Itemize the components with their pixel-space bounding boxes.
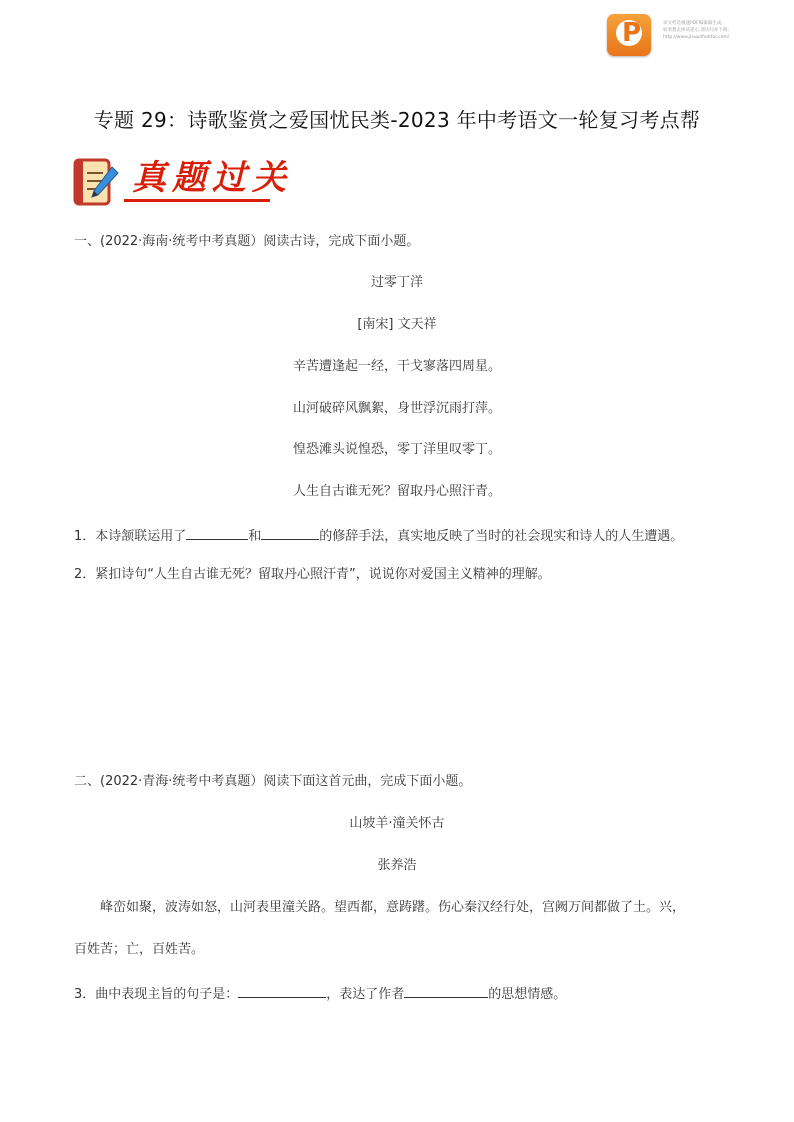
- answer-blank[interactable]: [186, 525, 248, 540]
- poem-2-body: 百姓苦；亡，百姓苦。: [74, 942, 205, 957]
- sub-question-3-text: ，表达了作者: [326, 987, 405, 1002]
- logo-letter: P: [622, 18, 642, 48]
- poem-2-author: 张养浩: [377, 858, 417, 873]
- page-title: 专题 29：诗歌鉴赏之爱国忧民类-2023 年中考语文一轮复习考点帮: [93, 108, 701, 132]
- poem-1-line: 山河破碎风飘絮，身世浮沉雨打萍。: [292, 401, 501, 416]
- watermark-text: [663, 20, 793, 41]
- poem-1-line: 惶恐滩头说惶恐，零丁洋里叹零丁。: [292, 442, 501, 457]
- pdf-editor-logo-icon: [607, 14, 651, 56]
- poem-1-line: 辛苦遭逢起一经，干戈寥落四周星。: [292, 359, 501, 374]
- sub-question-2: 2．紧扣诗句“人生自古谁无死？留取丹心照汗青”，说说你对爱国主义精神的理解。: [74, 567, 551, 582]
- sub-question-1: [74, 525, 683, 546]
- sub-question-1-text: 的修辞手法，真实地反映了当时的社会现实和诗人的人生遭遇。: [319, 529, 684, 544]
- sub-question-3-text: 的思想情感。: [488, 987, 567, 1002]
- poem-2-body: 峰峦如聚，波涛如怒，山河表里潼关路。望西都，意踌躇。伤心秦汉经行处，宫阙万间都做了土。兴，: [100, 900, 686, 915]
- answer-blank[interactable]: [261, 525, 319, 540]
- sub-question-3-text: 3．曲中表现主旨的句子是：: [74, 987, 239, 1002]
- poem-2-title: 山坡羊·潼关怀古: [349, 816, 445, 831]
- poem-1-title: 过零丁洋: [370, 275, 423, 290]
- question-2-intro: 二、(2022·青海·统考中考真题）阅读下面这首元曲，完成下面小题。: [74, 774, 472, 789]
- sub-question-1-text: 1．本诗颔联运用了: [74, 529, 187, 544]
- poem-1-author: [南宋] 文天祥: [357, 317, 437, 332]
- sub-question-3: [74, 983, 566, 1004]
- section-header-underline: [124, 199, 270, 202]
- answer-blank[interactable]: [238, 983, 326, 998]
- sub-question-1-text: 和: [248, 529, 262, 544]
- watermark-line: 该文档是极速PDF编辑器生成,: [663, 21, 723, 26]
- section-header-title: 真题过关: [132, 158, 292, 198]
- answer-blank[interactable]: [404, 983, 488, 998]
- watermark-link[interactable]: http://www.jisupdfeditor.com/: [663, 35, 730, 40]
- question-1-intro: 一、(2022·海南·统考中考真题）阅读古诗，完成下面小题。: [74, 234, 420, 249]
- watermark-line: 如果想去掉该提示,请访问并下载:: [663, 28, 729, 33]
- poem-1-line: 人生自古谁无死？留取丹心照汗青。: [292, 484, 501, 499]
- notebook-pen-icon: [72, 157, 120, 207]
